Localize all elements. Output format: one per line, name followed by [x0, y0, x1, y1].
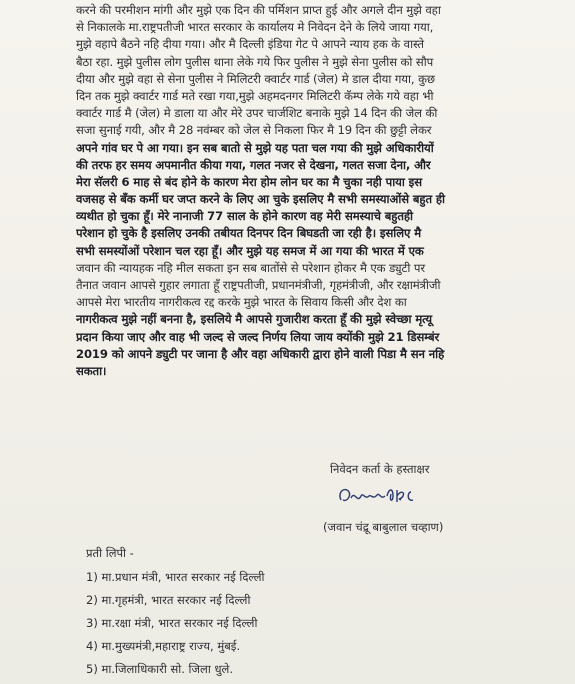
- letter-line: 2019 को आपने ड्युटी पर जाना है और वहा अधिकारी द्वारा होने वाली पिडा मै सन नहि: [76, 346, 445, 361]
- copy-recipient: 2) मा.गृहमंत्री, भारत सरकार नई दिल्ली: [86, 593, 251, 607]
- letter-body: [76, 2, 558, 380]
- copy-recipient: 4) मा.मुख्यमंत्री,महाराष्ट्र राज्य, मुंबई.: [86, 639, 241, 653]
- letter-line: तैनात जवान आपसे गुहार लगाता हूँ राष्ट्रपतीजी, प्रधानमंत्रीजी, गृहमंत्रीजी, और रक्षामंत्रीजी: [76, 278, 441, 292]
- signatory-name: (जवान चंद्रू बाबुलाल चव्हाण): [323, 520, 444, 534]
- letter-line: मुझे वहापे बैठने नहि दीया गया। और मै दिल्ली इंडिया गेट पे आपने न्याय हक के वास्ते: [76, 37, 424, 52]
- letter-line: नागरीकत्व मुझे नहीं बनना है, इसलिये मै आपसे गुजारीश करता हूँ की मुझे स्वेच्छा मृत्यू: [76, 312, 433, 327]
- copy-recipient: 1) मा.प्रधान मंत्री, भारत सरकार नई दिल्ली: [86, 570, 265, 584]
- letter-line: आपसे मेरा भारतीय नागरीकत्व रद्द करके मुझे भारत के सिवाय किसी और देश का: [76, 295, 407, 310]
- letter-line: परेशान हो चुके है इसलिए उनकी तबीयत दिनपर दिन बिघडती जा रही है। इसलिए मै: [76, 226, 422, 241]
- letter-line: दीया और मुझे वहा से सेना पुलीस ने मिलिटरी क्वार्टर गार्ड (जेल) मे डाल दीया गया, कुछ: [76, 71, 435, 86]
- letter-line: करने की परमीशन मांगी और मुझे एक दिन की पर्मिशन प्राप्त हुई और अगले दीन मुझे वहा: [76, 3, 441, 17]
- letter-line: अपने गांव घर पे आ गया। इन सब बातो से मुझे यह पता चल गया की मुझे अधिकारीयों: [76, 140, 434, 155]
- letter-line: क्वार्टर गार्ड मै (जेल) मे डाला या और मेरे उपर चार्जशिट बनाके मुझे 14 दिन की जेल की: [76, 106, 438, 121]
- letter-line: से निकालके मा.राष्ट्रपतीजी भारत सरकार के कार्यालय मे निवेदन देने के लिये जाया गया,: [76, 20, 434, 35]
- letter-line: दिन तक मुझे क्वार्टर गार्ड मते रखा गया,मुझे अहमदनगर मिलिटरी कॅम्प लेके गये वहा भी: [76, 88, 434, 103]
- letter-line: की तरफ हर समय अपमानीत कीया गया, गलत नजर से देखना, गलत सजा देना, और: [76, 157, 431, 172]
- letter-line: सभी समस्योंओं परेशान चल रहा हूँ। और मुझे यह समज में आ गया की भारत में एक: [76, 243, 424, 258]
- letter-line: व्यथीत हो चुका हूँ। मेरे नानाजी 77 साल के होने कारण वह मेरी समस्याचे बहुतही: [76, 209, 413, 224]
- handwritten-signature: [335, 482, 445, 510]
- letter-line: प्रदान किया जाए और वाह भी जल्द से जल्द निर्णय लिया जाय क्योंकी मुझे 21 डिसम्बंर: [76, 329, 440, 344]
- letter-line: सजा सुनाई गयी, और मै 28 नवंम्बर को जेल से निकला फिर मै 19 दिन की छुट्टी लेकर: [76, 123, 432, 138]
- copies-title: प्रती लिपी -: [86, 546, 134, 560]
- letter-line: मेरा सॅलरी 6 माह से बंद होने के कारण मेरा होम लोन घर का मै चुका नही पाया इस: [76, 174, 422, 189]
- letter-line: बैठा रहा. मुझे पुलीस लोग पुलीस थाना लेके गये फिर पुलीस ने मुझे सेना पुलीस को सौप: [76, 54, 434, 69]
- signature-label: निवेदन कर्ता के हस्ताक्षर: [330, 462, 430, 476]
- letter-line: सकता।: [76, 363, 107, 378]
- copy-recipient: 5) मा.जिलाधिकारी सो. जिला धुले.: [86, 662, 233, 676]
- letter-line: वजसह से बँक कर्मी घर जप्त करने के लिए आ चुके इसलिए मै सभी समस्याओंसे बहुत ही: [76, 192, 445, 207]
- copy-recipient: 3) मा.रक्षा मंत्री, भारत सरकार नई दिल्ली: [86, 616, 258, 630]
- copies-list: [86, 566, 264, 681]
- letter-line: जवान की न्यायहक नहि मील सकता इन सब बातोंसे से परेशान होकर मै एक ड्युटी पर: [76, 260, 426, 275]
